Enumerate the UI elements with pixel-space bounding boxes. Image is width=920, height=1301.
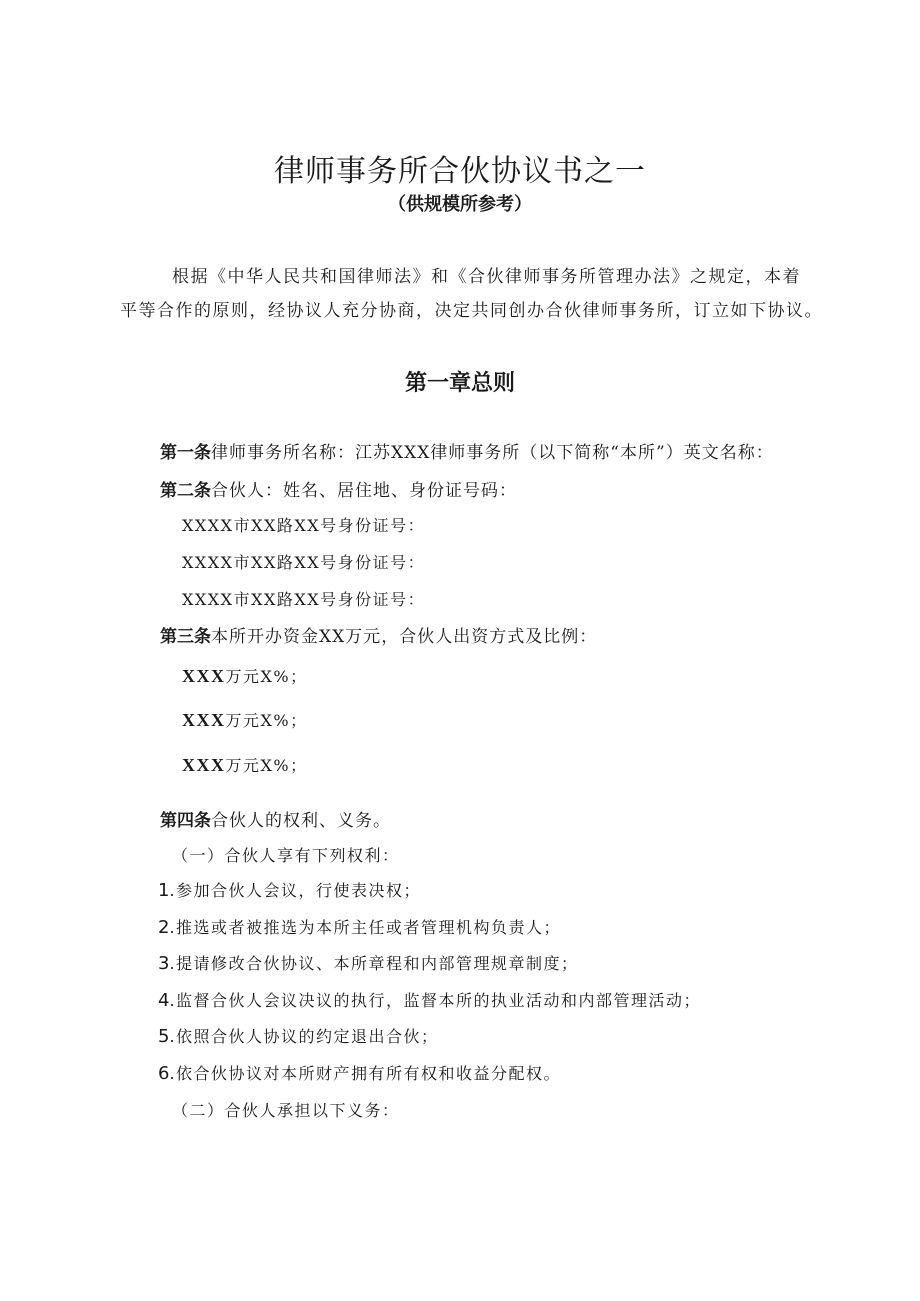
rights-item-number: 1 [158,880,170,901]
rights-list-item [158,988,701,1011]
article-1 [160,438,774,463]
rights-list-item [158,915,561,938]
document-title: 律师事务所合伙协议书之一 [274,154,646,189]
article-4-text: 合伙人的权利、义务。 [211,811,391,831]
partner-line: XXXX市XX路XX号身份证号： [182,516,426,535]
document-subtitle: （供规模所参考） [388,194,532,215]
article-2-text: 合伙人：姓名、居住地、身份证号码： [211,481,517,501]
rights-item-text: .监督合伙人会议决议的执行，监督本所的执业活动和内部管理活动； [169,991,702,1010]
capital-line [182,708,308,731]
capital-line [182,753,308,776]
article-1-label: 第一条 [160,443,211,463]
article-2 [160,476,517,501]
rights-item-text: .参加合伙人会议，行使表决权； [169,881,422,900]
article-2-label: 第二条 [160,481,211,501]
rights-heading: （一）合伙人享有下列权利： [172,846,400,865]
capital-share-text: 万元X%； [225,711,308,730]
rights-item-text: .推选或者被推选为本所主任或者管理机构负责人； [169,918,562,937]
rights-item-text: .依合伙协议对本所财产拥有所有权和收益分配权。 [169,1064,562,1083]
capital-share-text: 万元X%； [225,667,308,686]
capital-line [182,664,308,687]
rights-item-number: 6 [158,1063,170,1084]
rights-list-item [158,878,421,901]
capital-partner-name: XXX [182,710,226,730]
duties-heading: （二）合伙人承担以下义务： [172,1101,400,1120]
capital-share-text: 万元X%； [225,756,308,775]
rights-item-number: 2 [158,917,170,938]
rights-list-item [158,1061,561,1084]
article-4-label: 第四条 [160,811,211,831]
rights-item-number: 3 [158,953,170,974]
rights-list-item [158,951,579,974]
capital-partner-name: XXX [182,755,226,775]
rights-list-item [158,1024,439,1047]
rights-item-number: 5 [158,1026,170,1047]
rights-item-number: 4 [158,990,170,1011]
article-3-text: 本所开办资金XX万元，合伙人出资方式及比例： [211,627,598,647]
intro-paragraph-line-2: 平等合作的原则，经协议人充分协商，决定共同创办合伙律师事务所，订立如下协议。 [120,301,823,321]
article-3-label: 第三条 [160,627,211,647]
partner-line: XXXX市XX路XX号身份证号： [182,590,426,609]
partner-line: XXXX市XX路XX号身份证号： [182,553,426,572]
capital-partner-name: XXX [182,666,226,686]
rights-item-text: .提请修改合伙协议、本所章程和内部管理规章制度； [169,954,579,973]
article-3 [160,622,597,647]
intro-paragraph-line-1: 根据《中华人民共和国律师法》和《合伙律师事务所管理办法》之规定，本着 [172,267,801,287]
article-1-text: 律师事务所名称：江苏XXX律师事务所（以下简称“本所”）英文名称： [211,443,774,463]
article-4 [160,806,391,831]
chapter-title: 第一章总则 [404,371,515,396]
rights-item-text: .依照合伙人协议的约定退出合伙； [169,1027,439,1046]
